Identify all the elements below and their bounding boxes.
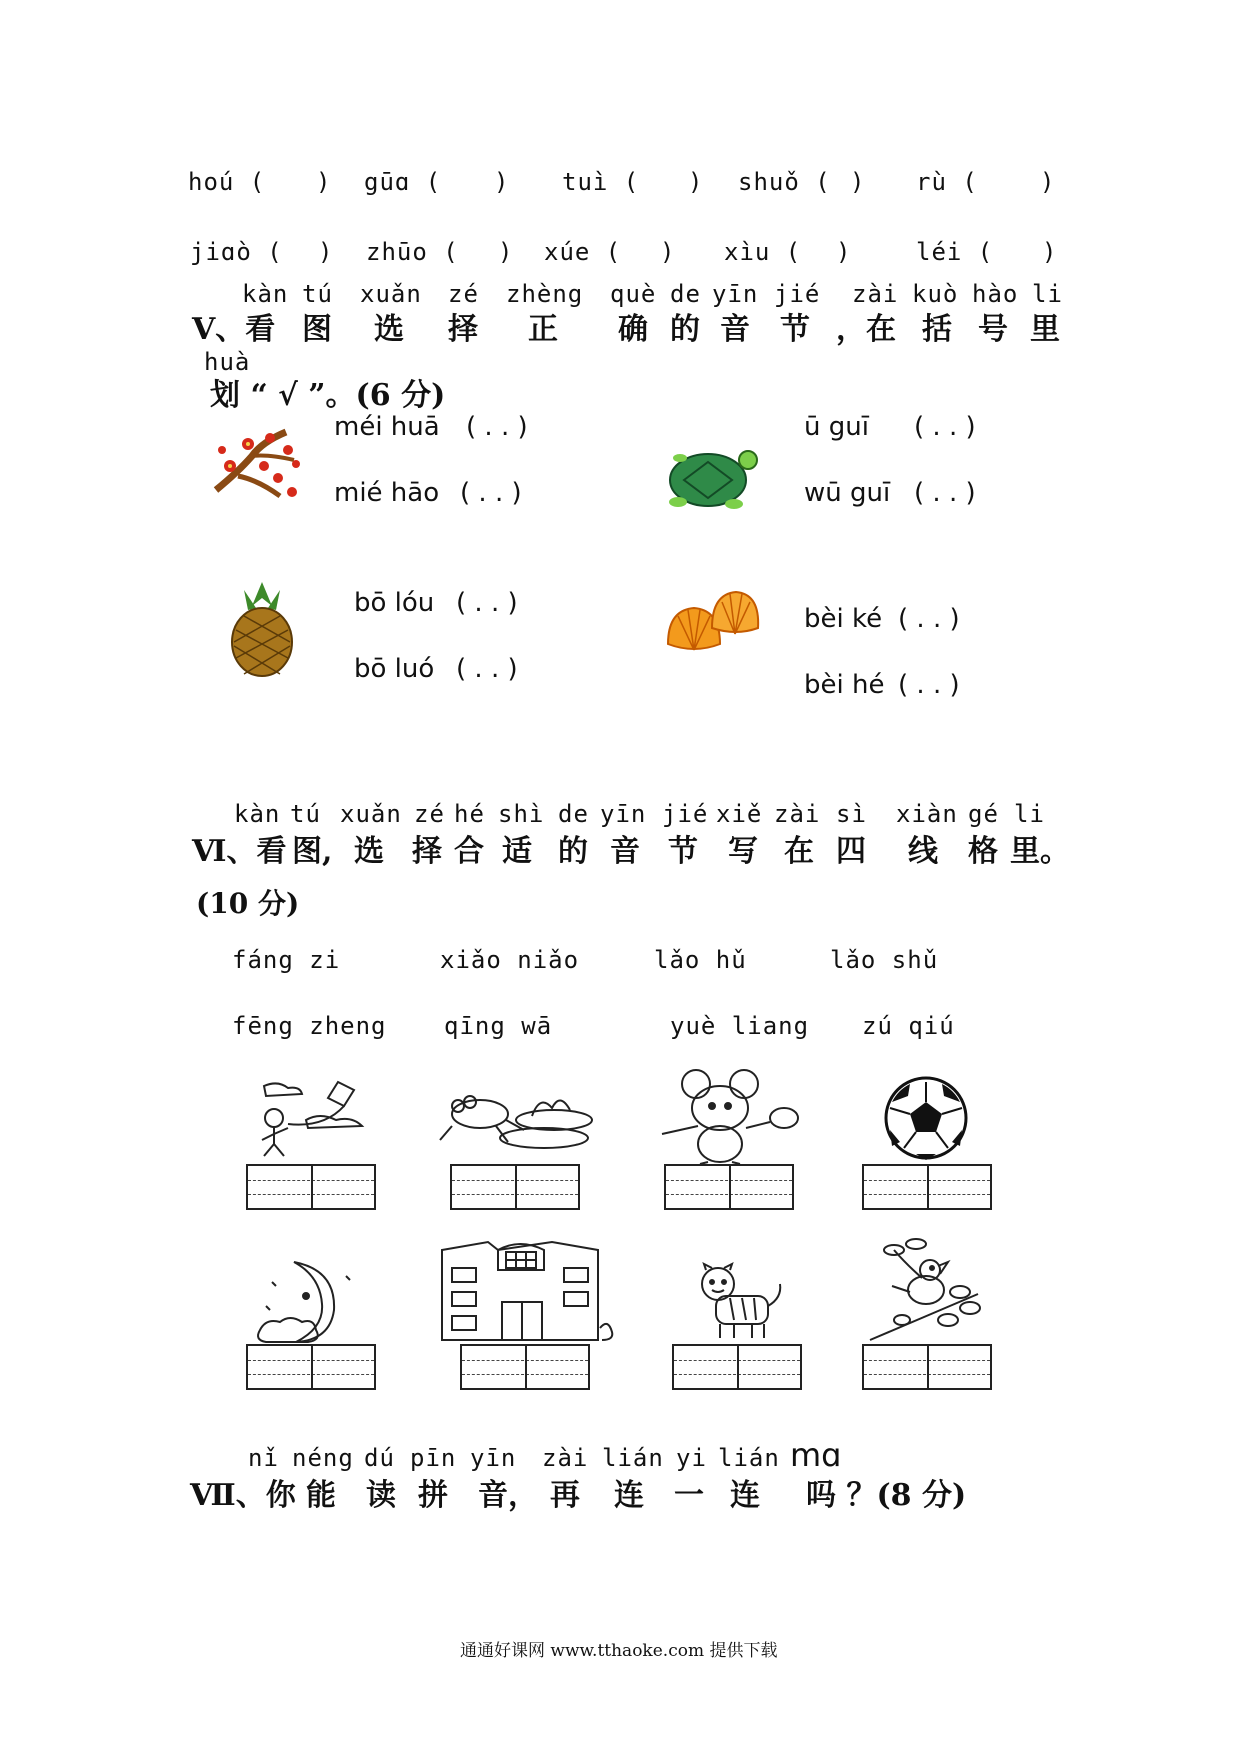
heading-pinyin: lián [602,1444,664,1472]
heading-char: 的 [558,834,588,869]
heading-char: 图, [292,834,333,869]
heading-pinyin: zé [448,280,479,308]
heading-line2: 划 “ √ ”。(6 分) [210,378,446,413]
heading-char: 连 [730,1478,760,1513]
row1-item: shuǒ ( [738,168,831,196]
word-option: qīng wā [444,1012,553,1040]
section-6-score: (10 分) [196,887,300,920]
heading-pinyin: hé [454,800,485,828]
mouse-icon [654,1066,804,1166]
heading-char: Ⅴ、看 [192,312,276,347]
row1-paren: ) [688,168,704,196]
row2-item: jiɑò ( [190,238,283,266]
heading-char: 节 [780,312,810,347]
heading-char: 选 [374,312,404,347]
bird-icon [866,1234,982,1346]
heading-pinyin: xuǎn [360,280,422,308]
house-icon [436,1240,614,1344]
heading-pinyin: kàn [242,280,289,308]
heading-char: 一 [674,1478,704,1513]
heading-char: Ⅵ、看 [192,834,287,869]
row2-paren: ) [498,238,514,266]
heading-char: 图 [302,312,332,347]
heading-pinyin: jié [774,280,821,308]
word-option: zú qiú [862,1012,955,1040]
option-text: méi huā [334,412,440,442]
heading-pinyin: huà [204,348,251,376]
word-option: lǎo hǔ [654,946,747,974]
heading-pinyin: tú [290,800,321,828]
heading-pinyin: zài [542,1444,589,1472]
heading-pinyin: pīn [410,1444,457,1472]
heading-pinyin: yīn [600,800,647,828]
row1-item: tuì ( [562,168,640,196]
row2-item: xìu ( [724,238,802,266]
heading-char: Ⅶ、你 [190,1478,296,1513]
pineapple-icon [222,580,302,680]
heading-pinyin: tú [302,280,333,308]
heading-pinyin: néng [292,1444,354,1472]
heading-pinyin: xiě [716,800,763,828]
heading-pinyin: kuò [912,280,959,308]
heading-char: 音 [610,834,640,869]
heading-pinyin: zài [774,800,821,828]
answer-paren[interactable]: ( . . ) [898,604,960,634]
heading-pinyin: shì [498,800,545,828]
row2-item: xúe ( [544,238,622,266]
heading-pinyin: yi [676,1444,707,1472]
heading-pinyin: jié [662,800,709,828]
word-option: fēng zheng [232,1012,387,1040]
writing-grid[interactable] [664,1164,794,1210]
answer-paren[interactable]: ( . . ) [898,670,960,700]
heading-char: ，在 [836,312,896,347]
heading-pinyin: dú [364,1444,395,1472]
heading-pinyin: yīn [470,1444,517,1472]
answer-paren[interactable]: ( . . ) [460,478,522,508]
option-text: wū guī [804,478,891,508]
tiger-icon [690,1262,786,1342]
page-footer: 通通好课网 www.tthaoke.com 提供下载 [460,1641,778,1661]
writing-grid[interactable] [450,1164,580,1210]
heading-pinyin: hào [972,280,1019,308]
heading-pinyin: gé [968,800,999,828]
heading-char: 合 [454,834,484,869]
heading-char: 确 [618,312,648,347]
plum-blossom-icon [208,420,308,504]
frog-icon [436,1086,596,1152]
heading-pinyin: li [1014,800,1045,828]
writing-grid[interactable] [460,1344,590,1390]
heading-char: 选 [354,834,384,869]
answer-paren[interactable]: ( . . ) [466,412,528,442]
heading-char: 四 [836,834,866,869]
row2-item: zhūo ( [366,238,459,266]
writing-grid[interactable] [862,1344,992,1390]
row2-paren: ) [836,238,852,266]
heading-pinyin: xuǎn [340,800,402,828]
heading-char: 写 [728,834,758,869]
heading-char: 括 [922,312,952,347]
shell-icon [664,590,760,666]
heading-char: 择 [448,312,478,347]
heading-char: 在 [784,834,814,869]
option-text: bèi ké [804,604,883,634]
heading-char: 吗 ？(8 分) [806,1478,967,1513]
row1-paren: ) [494,168,510,196]
heading-char: 音， [478,1478,538,1513]
answer-paren[interactable]: ( . . ) [914,412,976,442]
heading-pinyin: kàn [234,800,281,828]
row1-item: hoú ( [188,168,266,196]
row1-item: rù ( [916,168,978,196]
moon-icon [250,1256,360,1348]
option-text: bō luó [354,654,435,684]
row1-item: gūɑ ( [364,168,442,196]
row2-paren: ) [660,238,676,266]
heading-char: 再 [550,1478,580,1513]
heading-char: 线 [908,834,938,869]
option-text: ū guī [804,412,869,442]
heading-pinyin: xiàn [896,800,958,828]
heading-char: 的 [670,312,700,347]
answer-paren[interactable]: ( . . ) [456,654,518,684]
writing-grid[interactable] [246,1164,376,1210]
heading-char: 号 [978,312,1008,347]
option-text: bō lóu [354,588,435,618]
heading-char: 读 [366,1478,396,1513]
heading-char: 适 [502,834,532,869]
heading-pinyin: nǐ [248,1444,279,1472]
answer-paren[interactable]: ( . . ) [914,478,976,508]
heading-char: 里。 [1010,834,1070,869]
row2-paren: ) [318,238,334,266]
option-text: mié hāo [334,478,440,508]
heading-pinyin: de [558,800,589,828]
writing-grid[interactable] [246,1344,376,1390]
heading-pinyin: li [1032,280,1063,308]
word-option: xiǎo niǎo [440,946,580,974]
heading-char: 格 [968,834,998,869]
row2-paren: ) [1042,238,1058,266]
row1-paren: ) [1040,168,1056,196]
heading-char: 里 [1030,312,1060,347]
turtle-icon [664,440,760,516]
heading-pinyin: zài [852,280,899,308]
heading-pinyin: zé [414,800,445,828]
heading-char: 拼 [418,1478,448,1513]
answer-paren[interactable]: ( . . ) [456,588,518,618]
heading-char: 音 [720,312,750,347]
word-option: yuè liang [670,1012,810,1040]
soccer-ball-icon [878,1076,974,1160]
writing-grid[interactable] [672,1344,802,1390]
row1-paren: ) [850,168,866,196]
heading-pinyin: què [610,280,657,308]
writing-grid[interactable] [862,1164,992,1210]
heading-char: 连 [614,1478,644,1513]
heading-char: 择 [412,834,442,869]
heading-pinyin: zhèng [506,280,584,308]
heading-pinyin: sì [836,800,867,828]
heading-pinyin: de [670,280,701,308]
word-option: lǎo shǔ [830,946,939,974]
heading-pinyin: yīn [712,280,759,308]
heading-char: 能 [306,1478,336,1513]
word-option: fáng zi [232,946,341,974]
kite-icon [244,1078,378,1158]
heading-pinyin: lián [718,1444,780,1472]
option-text: bèi hé [804,670,885,700]
row1-paren: ) [316,168,332,196]
row2-item: léi ( [916,238,994,266]
heading-char: 节 [668,834,698,869]
heading-char: 正 [528,312,558,347]
heading-pinyin: mɑ [790,1436,842,1474]
